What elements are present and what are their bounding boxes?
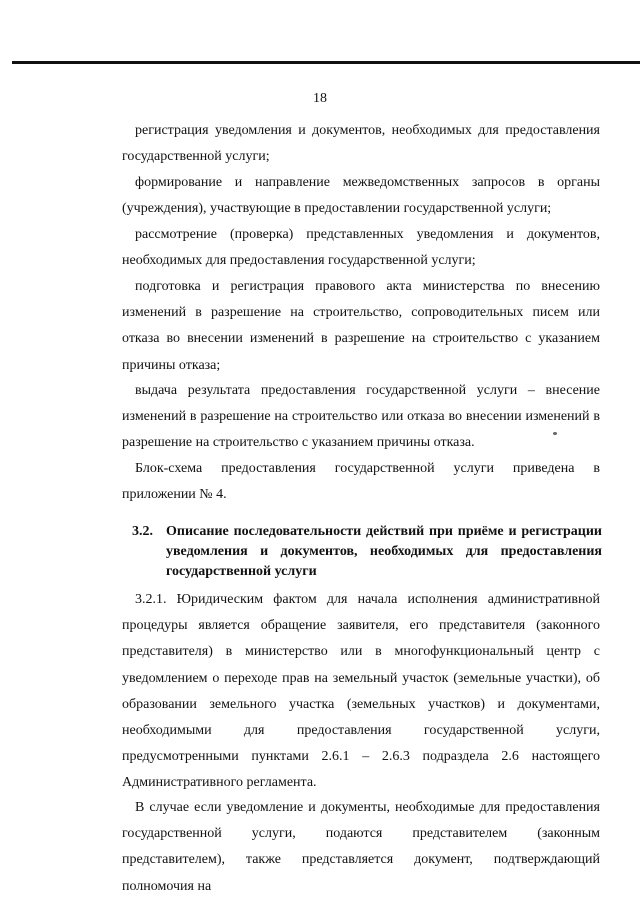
scan-speck bbox=[553, 432, 557, 435]
paragraph-result-issuance: выдача результата предоставления государственной услуги – внесение изменений в разрешение на строительство или отказа во внесении изменений в разрешение на строительство с указанием причины отказа. bbox=[122, 383, 600, 451]
paragraph-flowchart-reference: Блок-схема предоставления государственной услуги приведена в приложении № 4. bbox=[122, 461, 600, 503]
paragraph-3-2-1: 3.2.1. Юридическим фактом для начала исполнения административной процедуры является обращение заявителя, его представителя (законного представителя) в министерство или в многофункциональный центр с уведомлением о переходе прав на земельный участок (земельные участки), об образовании земельного участка (земельных участков) и документами, необходимыми для предоставления государственной услуги, предусмотренными пунктами 2.6.1 – 2.6.3 подраздела 2.6 настоящего Административного регламента. bbox=[122, 592, 600, 791]
paragraph-legal-act-preparation: подготовка и регистрация правового акта министерства по внесению изменений в разрешение на строительство, сопроводительных писем или отказа во внесении изменений в разрешение на строительство с указанием причины отказа; bbox=[122, 279, 600, 373]
page-number: 18 bbox=[313, 91, 327, 106]
paragraph-representative-case: В случае если уведомление и документы, необходимые для предоставления государственной услуги, подаются представителем (законным представителем), также представляется документ, подтверждающий полномочия на bbox=[122, 800, 600, 894]
section-number: 3.2. bbox=[132, 524, 153, 539]
paragraph-interagency-requests: формирование и направление межведомственных запросов в органы (учреждения), участвующие в предоставлении государственной услуги; bbox=[122, 175, 600, 217]
section-title: Описание последовательности действий при приёме и регистрации уведомления и документов, необходимых для предоставления государственной услуги bbox=[166, 524, 602, 579]
paragraph-registration: регистрация уведомления и документов, необходимых для предоставления государственной услуги; bbox=[122, 123, 600, 165]
header-rule bbox=[12, 61, 640, 64]
paragraph-document-review: рассмотрение (проверка) представленных уведомления и документов, необходимых для предоставления государственной услуги; bbox=[122, 227, 600, 269]
section-heading bbox=[132, 522, 602, 582]
